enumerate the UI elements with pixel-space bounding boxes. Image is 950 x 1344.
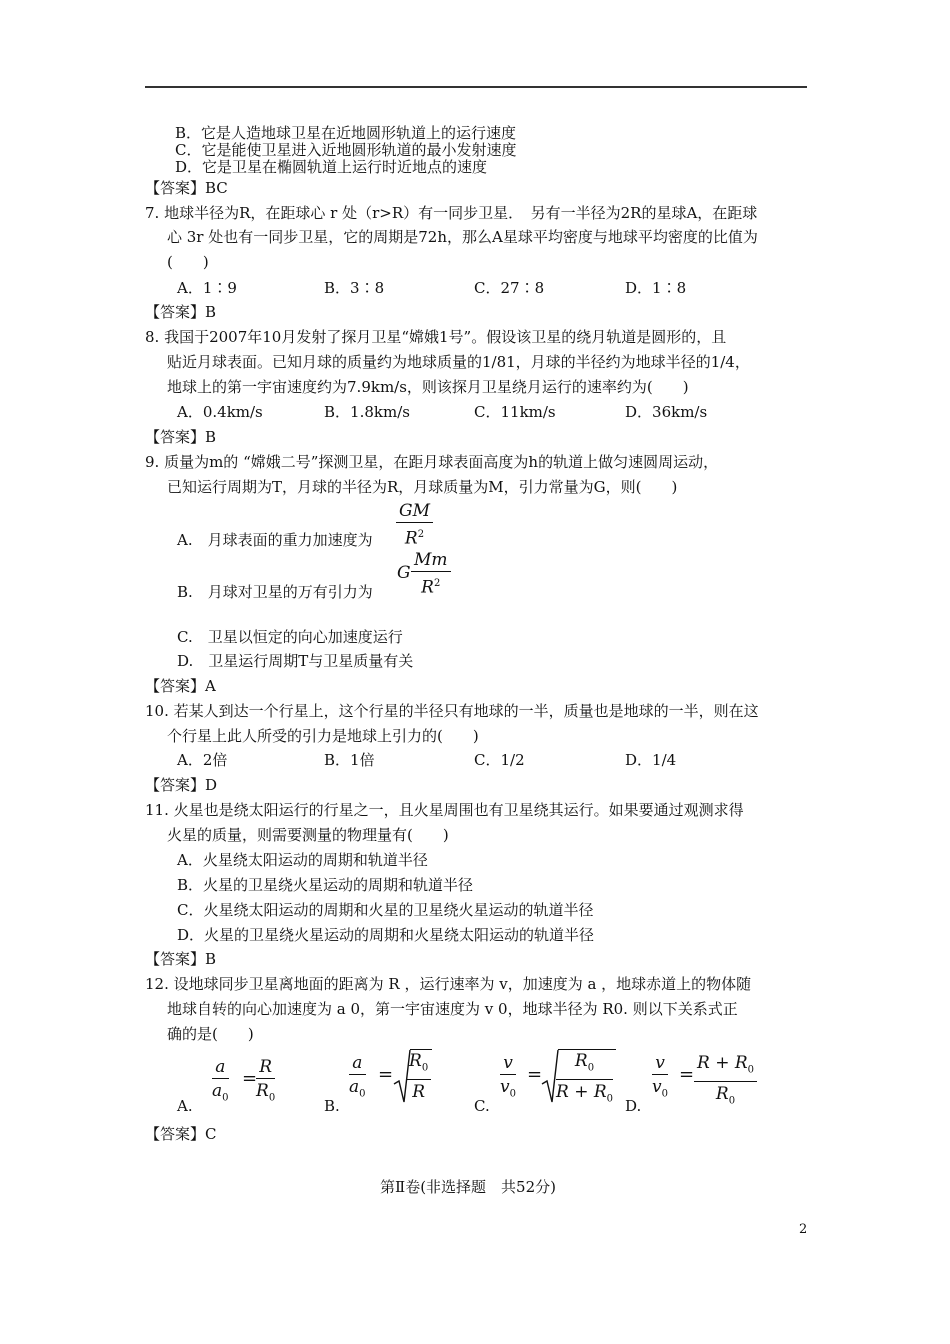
question-option: B．火星的卫星绕火星运动的周期和轨道半径	[177, 876, 474, 894]
question-option: C.	[474, 1097, 490, 1115]
equals-sign: =	[527, 1064, 543, 1085]
formula-v-over-v0: $\frac{v}{v_0}$	[500, 1053, 516, 1100]
formula-gm-over-r2	[396, 500, 433, 551]
question-text: ( )	[167, 253, 209, 271]
question-option: B．3∶8	[324, 279, 385, 297]
equals-sign: =	[242, 1068, 258, 1089]
question-option: A．2倍	[177, 751, 228, 769]
formula-r-plus-r0-over-r0: $\frac{R + R_0}{R_0}$	[694, 1052, 757, 1114]
question-option: D．36km/s	[625, 403, 708, 421]
question-option: B．它是人造地球卫星在近地圆形轨道上的运行速度	[175, 124, 517, 142]
question-option: A. 月球表面的重力加速度为	[177, 531, 373, 549]
answer-line: 【答案】B	[145, 950, 217, 968]
answer-line: 【答案】D	[145, 776, 218, 794]
question-option: B. 月球对卫星的万有引力为	[177, 583, 373, 601]
question-text: 确的是( )	[167, 1025, 254, 1043]
page-number: 2	[799, 1222, 808, 1237]
question-option: C. 卫星以恒定的向心加速度运行	[177, 628, 403, 646]
question-text: 个行星上此人所受的引力是地球上引力的( )	[167, 727, 479, 745]
question-option: A．1∶9	[177, 279, 237, 297]
question-text: 12. 设地球同步卫星离地面的距离为 R ，运行速率为 v，加速度为 a ，地球赤道上的物体随	[145, 975, 752, 993]
formula-numerator: Mm	[411, 549, 451, 572]
question-option: B.	[324, 1097, 340, 1115]
answer-line: 【答案】C	[145, 1125, 217, 1143]
question-text: 贴近月球表面。已知月球的质量约为地球质量的1/81，月球的半径约为地球半径的1/4，	[167, 353, 750, 371]
question-option: B．1倍	[324, 751, 375, 769]
formula-denominator: $R^2$	[404, 528, 425, 549]
question-text: 地球上的第一宇宙速度约为7.9km/s，则该探月卫星绕月运行的速率约为( )	[167, 378, 689, 396]
header-rule	[145, 86, 807, 88]
question-option: D．它是卫星在椭圆轨道上运行时近地点的速度	[175, 158, 488, 176]
question-option: C．它是能使卫星进入近地圆形轨道的最小发射速度	[175, 141, 517, 159]
formula-numerator: GM	[396, 500, 433, 523]
question-text: 11. 火星也是绕太阳运行的行星之一，且火星周围也有卫星绕其运行。如果要通过观测求得	[145, 801, 744, 819]
formula-a-over-a0: $\frac{a}{a_0}$	[349, 1053, 366, 1100]
formula-r0-over-r-plus-r0: $\frac{R_0}{R + R_0}$	[556, 1051, 614, 1105]
question-option: D．火星的卫星绕火星运动的周期和火星绕太阳运动的轨道半径	[177, 926, 595, 944]
question-option: C．火星绕太阳运动的周期和火星的卫星绕火星运动的轨道半径	[177, 901, 594, 919]
answer-line: 【答案】BC	[145, 179, 228, 197]
formula-a-over-a0: $\frac{a}{a_0}$	[212, 1057, 229, 1104]
formula-v-over-v0: $\frac{v}{v_0}$	[652, 1053, 668, 1100]
formula-r0-over-r: $\frac{R_0}{R}$	[406, 1050, 431, 1104]
question-option: C．1/2	[474, 751, 525, 769]
question-text: 10. 若某人到达一个行星上，这个行星的半径只有地球的一半，质量也是地球的一半，则在这	[145, 702, 759, 720]
question-text: 9. 质量为m的 “嫦娥二号”探测卫星，在距月球表面高度为h的轨道上做匀速圆周运动，	[145, 453, 719, 471]
question-option: B．1.8km/s	[324, 403, 410, 421]
equals-sign: =	[378, 1064, 394, 1085]
question-option: A.	[177, 1097, 193, 1115]
question-text: 8. 我国于2007年10月发射了探月卫星“嫦娥1号”。假设该卫星的绕月轨道是圆形的，且	[145, 328, 727, 346]
question-text: 地球自转的向心加速度为 a 0，第一宇宙速度为 v 0，地球半径为 R0. 则以下关系式正	[167, 1000, 738, 1018]
formula-prefix: G	[397, 563, 411, 583]
question-option: A．火星绕太阳运动的周期和轨道半径	[177, 851, 428, 869]
formula-r-over-r0: $\frac{R}{R_0}$	[256, 1057, 276, 1104]
question-option: D．1/4	[625, 751, 677, 769]
question-text: 火星的质量，则需要测量的物理量有( )	[167, 826, 449, 844]
question-text: 已知运行周期为T，月球的半径为R，月球质量为M，引力常量为G，则( )	[167, 478, 678, 496]
formula-denominator: $R^2$	[421, 577, 441, 598]
question-option: D．1∶8	[625, 279, 687, 297]
answer-line: 【答案】A	[145, 677, 216, 695]
answer-line: 【答案】B	[145, 428, 217, 446]
question-option: D. 卫星运行周期T与卫星质量有关	[177, 652, 414, 670]
question-text: 7. 地球半径为R，在距球心 r 处（r>R）有一同步卫星． 另有一半径为2R的星球A，在距球	[145, 204, 758, 222]
question-option: D.	[625, 1097, 642, 1115]
section-title: 第Ⅱ卷(非选择题 共52分)	[380, 1178, 556, 1196]
question-option: C．11km/s	[474, 403, 556, 421]
question-option: A．0.4km/s	[177, 403, 263, 421]
formula-gmm-over-r2	[411, 549, 451, 600]
equals-sign: =	[679, 1064, 695, 1085]
question-text: 心 3r 处也有一同步卫星，它的周期是72h，那么A星球平均密度与地球平均密度的比值为	[167, 228, 758, 246]
answer-line: 【答案】B	[145, 303, 217, 321]
question-option: C．27∶8	[474, 279, 545, 297]
